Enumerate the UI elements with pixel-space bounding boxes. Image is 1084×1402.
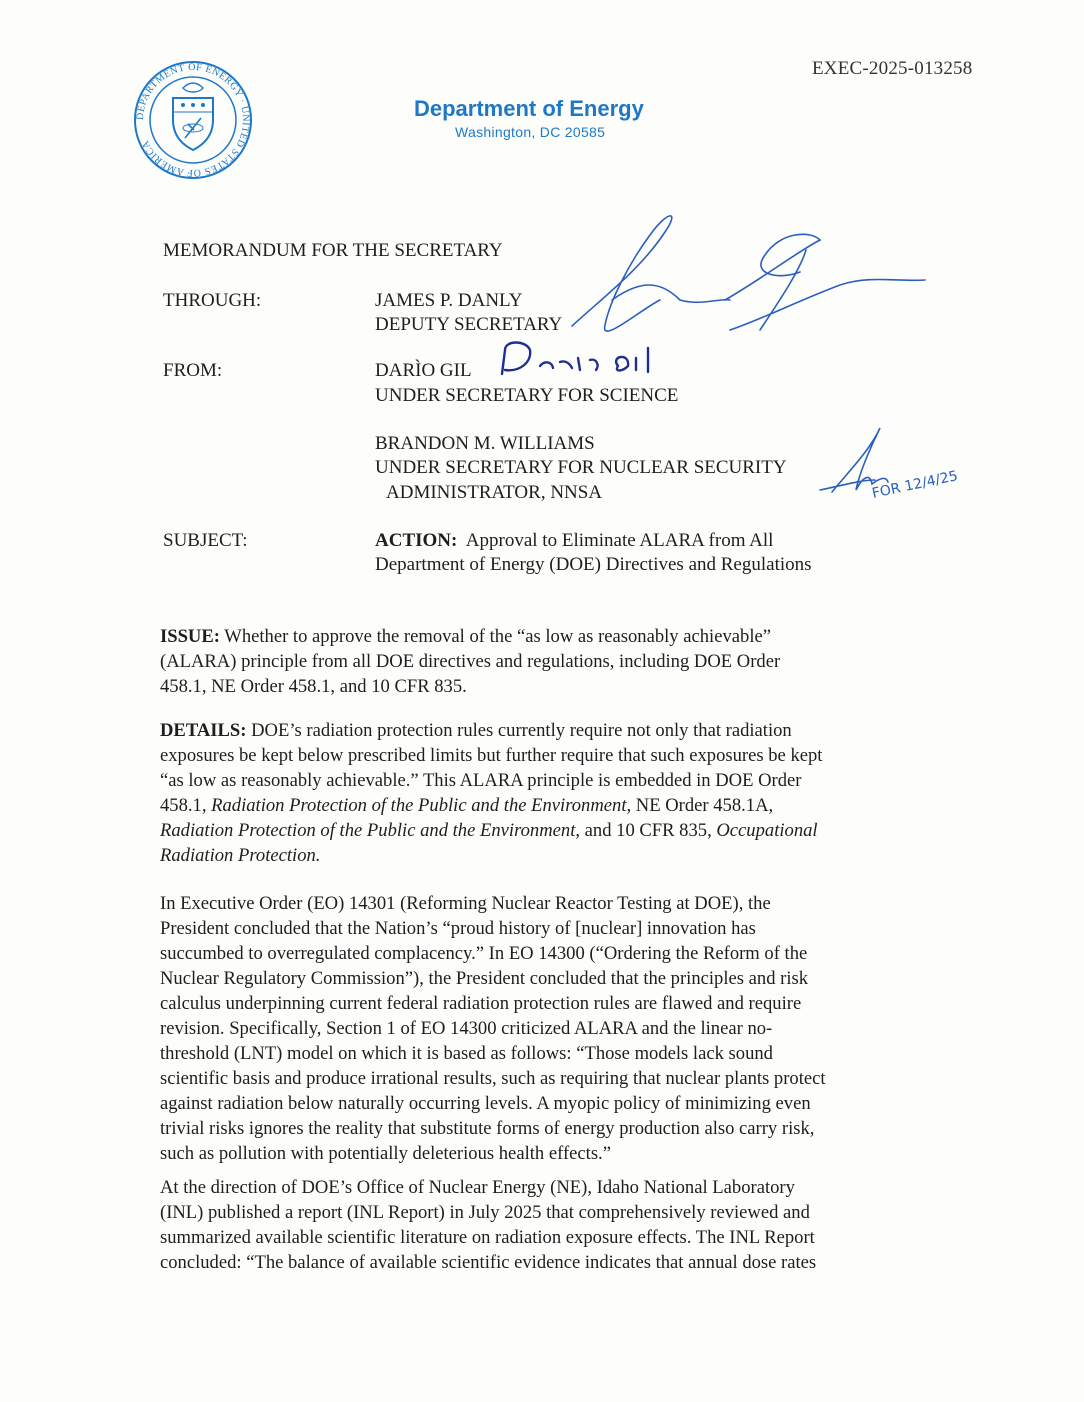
seal-text: DEPARTMENT OF ENERGY · UNITED STATES OF AMERICA	[134, 61, 252, 179]
through-name: JAMES P. DANLY	[375, 290, 523, 311]
subject-line-1	[375, 528, 773, 554]
through-label: THROUGH:	[163, 290, 262, 311]
issue-line: (ALARA) principle from all DOE directives and regulations, including DOE Order	[160, 651, 781, 672]
from-name-1: DARÌO GIL	[375, 360, 472, 381]
eo-line: Nuclear Regulatory Commission”), the President concluded that the principles and risk	[160, 968, 809, 989]
details-text: , and 10 CFR 835,	[575, 820, 717, 841]
inl-line: (INL) published a report (INL Report) in July 2025 that comprehensively reviewed and	[160, 1202, 810, 1223]
eo-line: President concluded that the Nation’s “proud history of [nuclear] innovation has	[160, 918, 756, 939]
inl-line: concluded: “The balance of available scientific evidence indicates that annual dose rates	[160, 1252, 817, 1273]
inl-paragraph	[160, 1175, 930, 1275]
danly-signature-icon	[572, 216, 925, 331]
from-title-2b: ADMINISTRATOR, NNSA	[386, 482, 603, 503]
williams-signature-icon	[820, 428, 888, 492]
subject-text-1: Approval to Eliminate ALARA from All	[465, 530, 774, 551]
eo-line: against radiation below naturally occurring levels. A myopic policy of minimizing even	[160, 1093, 811, 1114]
subject-label: SUBJECT:	[163, 530, 248, 551]
from-name-2: BRANDON M. WILLIAMS	[375, 433, 595, 454]
agency-name: Department of Energy	[414, 96, 644, 121]
details-citation: Radiation Protection of the Public and the Environment	[160, 820, 576, 841]
details-citation: Radiation Protection of the Public and the Environment	[211, 795, 627, 816]
details-paragraph	[160, 718, 930, 868]
issue-paragraph	[160, 624, 930, 699]
details-label: DETAILS:	[160, 720, 247, 741]
eo-line: revision. Specifically, Section 1 of EO 14300 criticized ALARA and the linear no-	[160, 1018, 773, 1039]
issue-line: 458.1, NE Order 458.1, and 10 CFR 835.	[160, 676, 467, 697]
details-line: DOE’s radiation protection rules currently require not only that radiation	[251, 720, 792, 741]
details-text: , NE Order 458.1A,	[626, 795, 774, 816]
from-title-2: UNDER SECRETARY FOR NUCLEAR SECURITY	[375, 457, 787, 478]
eo-paragraph	[160, 891, 930, 1166]
eo-line: scientific basis and produce irrational results, such as requiring that nuclear plants protect	[160, 1068, 826, 1089]
eo-line: In Executive Order (EO) 14301 (Reforming Nuclear Reactor Testing at DOE), the	[160, 893, 771, 914]
doe-seal-icon	[133, 50, 253, 190]
details-line: exposures be kept below prescribed limits but further require that such exposures be kept	[160, 745, 823, 766]
inl-line: summarized available scientific literature on radiation exposure effects. The INL Report	[160, 1227, 815, 1248]
from-label: FROM:	[163, 360, 223, 381]
issue-line: Whether to approve the removal of the “as low as reasonably achievable”	[224, 626, 771, 647]
eo-line: trivial risks ignores the reality that substitute forms of energy production also carry risk,	[160, 1118, 815, 1139]
details-citation: Occupational	[716, 820, 818, 841]
inl-line: At the direction of DOE’s Office of Nuclear Energy (NE), Idaho National Laboratory	[160, 1177, 795, 1198]
issue-label: ISSUE:	[160, 626, 220, 647]
subject-line-2: Department of Energy (DOE) Directives and Regulations	[375, 554, 812, 575]
document-number: EXEC-2025-013258	[812, 58, 973, 79]
eo-line: succumbed to overregulated complacency.” In EO 14300 (“Ordering the Reform of the	[160, 943, 808, 964]
subject-action-label: ACTION:	[375, 530, 458, 551]
eo-line: calculus underpinning current federal radiation protection rules are flawed and require	[160, 993, 802, 1014]
memo-title: MEMORANDUM FOR THE SECRETARY	[163, 240, 503, 261]
from-title-1: UNDER SECRETARY FOR SCIENCE	[375, 385, 679, 406]
eo-line: threshold (LNT) model on which it is based as follows: “Those models lack sound	[160, 1043, 773, 1064]
eo-line: such as pollution with potentially deleterious health effects.”	[160, 1143, 611, 1164]
details-line: “as low as reasonably achievable.” This ALARA principle is embedded in DOE Order	[160, 770, 802, 791]
agency-address: Washington, DC 20585	[455, 124, 606, 140]
through-title: DEPUTY SECRETARY	[375, 314, 563, 335]
details-citation: Radiation Protection.	[160, 845, 321, 866]
details-text: 458.1,	[160, 795, 212, 816]
gil-signature-icon	[502, 343, 648, 375]
williams-note: FOR 12/4/25	[870, 468, 960, 502]
